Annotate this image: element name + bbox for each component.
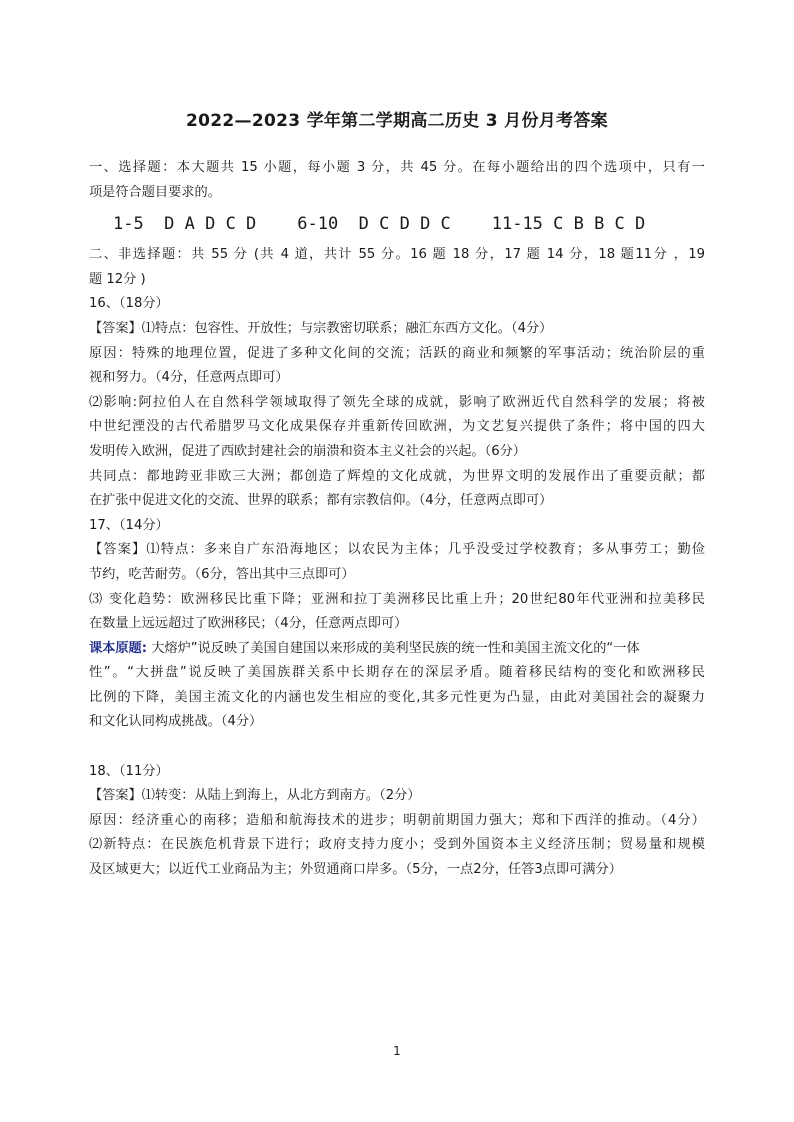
answer-body: [89, 156, 705, 883]
multiple-choice-answers: [89, 205, 705, 243]
q17-answer-line: 在数量上远远超过了欧洲移民；（4分，任意两点即可）: [89, 616, 408, 632]
answers-group-6-10: 6-10 D C D D C: [297, 214, 451, 235]
textbook-source-text: 大熔炉”说反映了美国自建国以来形成的美利坚民族的统一性和美国主流文化的“一体: [147, 640, 640, 656]
q18-heading: 18、（11分）: [89, 763, 169, 779]
q18-answer-line: 原因：经济重心的南移；造船和航海技术的进步；明朝前期国力强大；郑和下西洋的推动。（4分）: [89, 812, 705, 828]
document-title: 2022—2023 学年第二学期高二历史 3 月份月考答案: [186, 111, 608, 131]
q18-answer-line: ⑵新特点：在民族危机背景下进行；政府支持力度小；受到外国资本主义经济压制；贸易量和规模: [89, 837, 705, 853]
q18-answer-line: 【答案】⑴转变：从陆上到海上，从北方到南方。（2分）: [89, 788, 421, 804]
q16-answer-line: 中世纪湮没的古代希腊罗马文化成果保存并重新传回欧洲，为文艺复兴提供了条件；将中国的四大: [89, 419, 705, 435]
q16-answer-line: 发明传入欧洲，促进了西欧封建社会的崩溃和资本主义社会的兴起。（6分）: [89, 443, 526, 459]
q16-answer-line: ⑵影响:阿拉伯人在自然科学领域取得了领先全球的成就，影响了欧洲近代自然科学的发展；将被: [89, 394, 705, 410]
q16-answer-line: 共同点：都地跨亚非欧三大洲；都创造了辉煌的文化成就，为世界文明的发展作出了重要贡献；都: [89, 468, 705, 484]
q16-answer-line: 在扩张中促进文化的交流、世界的联系；都有宗教信仰。（4分，任意两点即可）: [89, 493, 553, 509]
q17-answer-line: ⑶ 变化趋势：欧洲移民比重下降；亚洲和拉丁美洲移民比重上升；20世纪80年代亚洲和拉美移民: [89, 591, 705, 607]
section1-instructions-line1: 一、选择题：本大题共 15 小题，每小题 3 分，共 45 分。在每小题给出的四个选项中，只有一: [89, 160, 705, 175]
q17-textbook-source-line: 性”。“大拼盘”说反映了美国族群关系中长期存在的深层矛盾。随着移民结构的变化和欧洲移民: [89, 665, 705, 681]
q17-textbook-source-line: 比例的下降，美国主流文化的内涵也发生相应的变化,其多元性更为凸显，由此对美国社会的凝聚力: [89, 689, 705, 705]
section2-instructions-line2: 题 12分 ): [89, 271, 146, 287]
q17-textbook-source-line: 和文化认同构成挑战。（4分）: [89, 714, 263, 730]
answers-group-11-15: 11-15 C B B C D: [491, 214, 646, 235]
q16-answer-line: 视和努力。（4分，任意两点即可）: [89, 370, 289, 386]
section2-instructions-line1: 二、非选择题：共 55 分 (共 4 道，共计 55 分。16 题 18 分，17 题 14 分，18 题11分 ，19: [89, 247, 705, 263]
blank-line: [89, 735, 705, 760]
q18-answer-line: 及区域更大；以近代工业商品为主；外贸通商口岸多。（5分，一点2分，任答3点即可满分）: [89, 862, 622, 878]
q16-heading: 16、（18分）: [89, 296, 169, 312]
q17-answer-line: 节约，吃苦耐劳。（6分，答出其中三点即可）: [89, 566, 355, 582]
textbook-source-label: 课本原题:: [89, 640, 148, 656]
q16-answer-line: 【答案】⑴特点：包容性、开放性；与宗教密切联系；融汇东西方文化。（4分）: [89, 320, 553, 336]
page-number: 1: [393, 1044, 401, 1058]
q17-heading: 17、（14分）: [89, 517, 169, 533]
q16-answer-line: 原因：特殊的地理位置，促进了多种文化间的交流；活跃的商业和频繁的军事活动；统治阶层的重: [89, 345, 705, 361]
section1-instructions-line2: 项是符合题目要求的。: [89, 184, 221, 200]
q17-answer-line: 【答案】⑴特点：多来自广东沿海地区；以农民为主体；几乎没受过学校教育；多从事劳工；勤俭: [89, 542, 705, 558]
answers-group-1-5: 1-5 D A D C D: [113, 214, 257, 235]
q17-textbook-source-line: [89, 637, 705, 662]
